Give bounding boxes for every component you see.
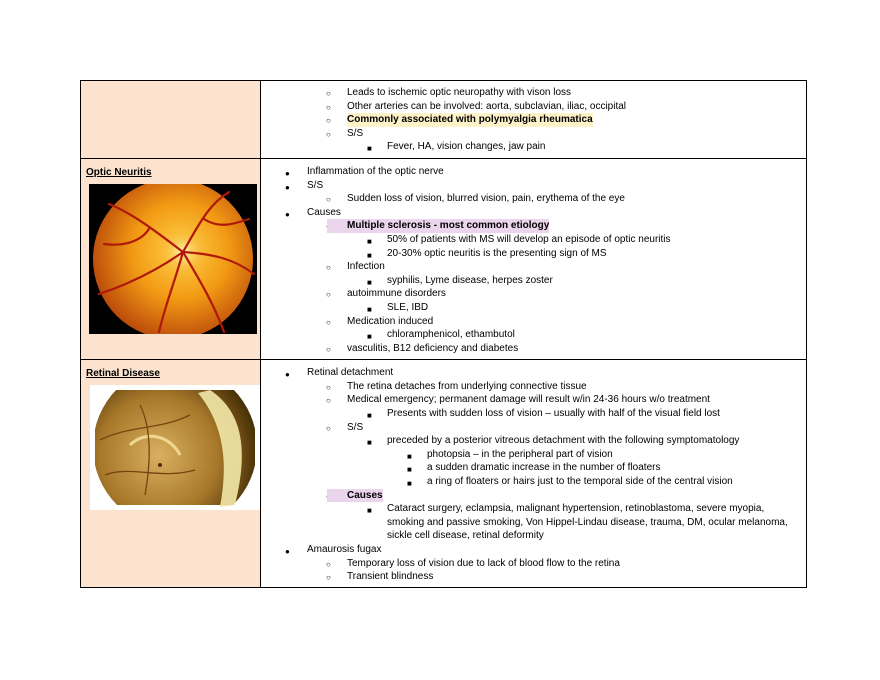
list-item-text: Amaurosis fugax (307, 544, 382, 555)
row3-bullet-list (261, 360, 806, 587)
list-item-text: preceded by a posterior vitreous detachment with the following symptomatology (387, 435, 740, 447)
list-item-text: Medical emergency; permanent damage will result w/in 24-36 hours w/o treatment (347, 394, 710, 406)
bullet-icon: ■ (407, 451, 412, 461)
row1-bullet-list (261, 81, 806, 158)
list-item (261, 407, 806, 421)
list-item (261, 86, 806, 100)
list-item (261, 274, 806, 288)
bullet-icon: ○ (326, 317, 331, 327)
list-item-text: Infection (347, 261, 385, 273)
bullet-icon: ■ (367, 250, 372, 260)
list-item (261, 475, 806, 489)
list-item (261, 179, 806, 193)
row2-left-cell (81, 158, 261, 359)
list-item (261, 287, 806, 301)
list-item-text: 20-30% optic neuritis is the presenting sign of MS (387, 247, 607, 259)
bullet-icon: ■ (367, 144, 372, 154)
row2-bullet-list (261, 159, 806, 359)
optic-neuritis-title: Optic Neuritis (86, 166, 152, 178)
bullet-icon: ○ (326, 396, 331, 406)
table-row-giant-cell-arteritis (81, 81, 807, 159)
list-item-text: Multiple sclerosis - most common etiology (327, 219, 549, 233)
list-item (261, 543, 806, 557)
list-item (261, 342, 806, 356)
list-item-text: S/S (307, 179, 324, 191)
list-item (261, 380, 806, 394)
bullet-icon: ○ (326, 102, 331, 112)
optic-neuritis-fundus-image (89, 184, 257, 334)
bullet-icon: ○ (326, 559, 331, 569)
list-item-text: The retina detaches from underlying connective tissue (347, 380, 587, 392)
bullet-icon: ● (285, 547, 290, 556)
list-item (261, 233, 806, 247)
list-item (261, 570, 806, 584)
list-item (261, 260, 806, 274)
bullet-icon: ○ (326, 290, 331, 300)
bullet-icon: ○ (326, 344, 331, 354)
list-item-text: Leads to ischemic optic neuropathy with vison loss (347, 87, 572, 98)
list-item-text: Sudden loss of vision, blurred vision, pain, erythema of the eye (347, 193, 625, 205)
bullet-icon: ● (285, 168, 290, 178)
row1-left-cell (81, 81, 261, 159)
bullet-icon: ■ (367, 304, 372, 314)
list-item (261, 366, 806, 380)
list-item-text: Temporary loss of vision due to lack of blood flow to the retina (347, 557, 620, 569)
row2-right-cell (261, 158, 807, 359)
list-item-text: photopsia – in the peripheral part of vision (427, 448, 613, 460)
bullet-icon: ● (285, 182, 290, 192)
bullet-icon: ● (285, 370, 290, 380)
list-item-text: Commonly associated with polymyalgia rheumatica (347, 114, 593, 126)
bullet-icon: ■ (367, 438, 372, 448)
bullet-icon: ■ (367, 277, 372, 287)
list-item-text: Cataract surgery, eclampsia, malignant hypertension, retinoblastoma, severe myopia, smoking and passive smoking, Von Hippel-Lindau disease, trauma, DM, ocular melanoma, sickle cell disease, retinal deformity (387, 503, 788, 542)
retinal-detachment-fundus-image (90, 385, 260, 510)
list-item-text: Causes (307, 206, 341, 218)
bullet-icon: ■ (367, 236, 372, 246)
list-item (261, 192, 806, 206)
list-item-text: 50% of patients with MS will develop an episode of optic neuritis (387, 233, 671, 245)
row3-left-cell (81, 360, 261, 588)
list-item-text: Presents with sudden loss of vision – usually with half of the visual field lost (387, 408, 720, 420)
list-item (261, 247, 806, 261)
list-item (261, 315, 806, 329)
list-item (261, 448, 806, 462)
list-item-text: chloramphenicol, ethambutol (387, 329, 515, 341)
list-item (261, 127, 806, 141)
bullet-icon: ■ (407, 479, 412, 489)
list-item (261, 434, 806, 448)
bullet-icon: ■ (367, 411, 372, 421)
list-item (261, 461, 806, 475)
list-item-text: S/S (347, 421, 364, 433)
list-item-text: Causes (327, 489, 383, 503)
list-item (261, 165, 806, 179)
list-item-text: a sudden dramatic increase in the number of floaters (427, 462, 661, 474)
list-item-text: Transient blindness (347, 571, 434, 583)
table-row-retinal-disease (81, 360, 807, 588)
list-item (261, 219, 806, 233)
bullet-icon: ○ (326, 573, 331, 583)
bullet-icon: ○ (326, 89, 331, 98)
retinal-disease-title: Retinal Disease (86, 368, 160, 380)
list-item (261, 113, 806, 127)
bullet-icon: ○ (326, 129, 331, 139)
table-row-optic-neuritis (81, 158, 807, 359)
bullet-icon: ○ (326, 195, 331, 205)
list-item-text: syphilis, Lyme disease, herpes zoster (387, 274, 553, 286)
list-item (261, 301, 806, 315)
bullet-icon: ■ (407, 465, 412, 475)
list-item-text: a ring of floaters or hairs just to the temporal side of the central vision (427, 476, 733, 488)
bullet-icon: ○ (326, 116, 331, 126)
list-item (261, 421, 806, 435)
list-item (261, 206, 806, 220)
list-item-text: Other arteries can be involved: aorta, subclavian, iliac, occipital (347, 100, 627, 112)
bullet-icon: ○ (326, 263, 331, 273)
list-item-text: vasculitis, B12 deficiency and diabetes (347, 342, 519, 354)
bullet-icon: ■ (367, 506, 372, 516)
list-item-text: Fever, HA, vision changes, jaw pain (387, 141, 546, 153)
bullet-icon: ● (285, 209, 290, 219)
list-item (261, 393, 806, 407)
list-item (261, 328, 806, 342)
notes-table (80, 80, 807, 588)
row3-right-cell (261, 360, 807, 588)
list-item-text: Inflammation of the optic nerve (307, 165, 444, 177)
bullet-icon: ○ (326, 382, 331, 392)
list-item (261, 557, 806, 571)
list-item (261, 140, 806, 154)
list-item-text: Medication induced (347, 315, 434, 327)
list-item-text: Retinal detachment (307, 367, 394, 379)
list-item-text: S/S (347, 127, 364, 139)
bullet-icon: ○ (326, 423, 331, 433)
list-item-text: SLE, IBD (387, 301, 429, 313)
list-item (261, 502, 806, 543)
bullet-icon: ■ (367, 332, 372, 342)
list-item (261, 489, 806, 503)
row1-right-cell (261, 81, 807, 159)
list-item-text: autoimmune disorders (347, 288, 446, 300)
list-item (261, 100, 806, 114)
